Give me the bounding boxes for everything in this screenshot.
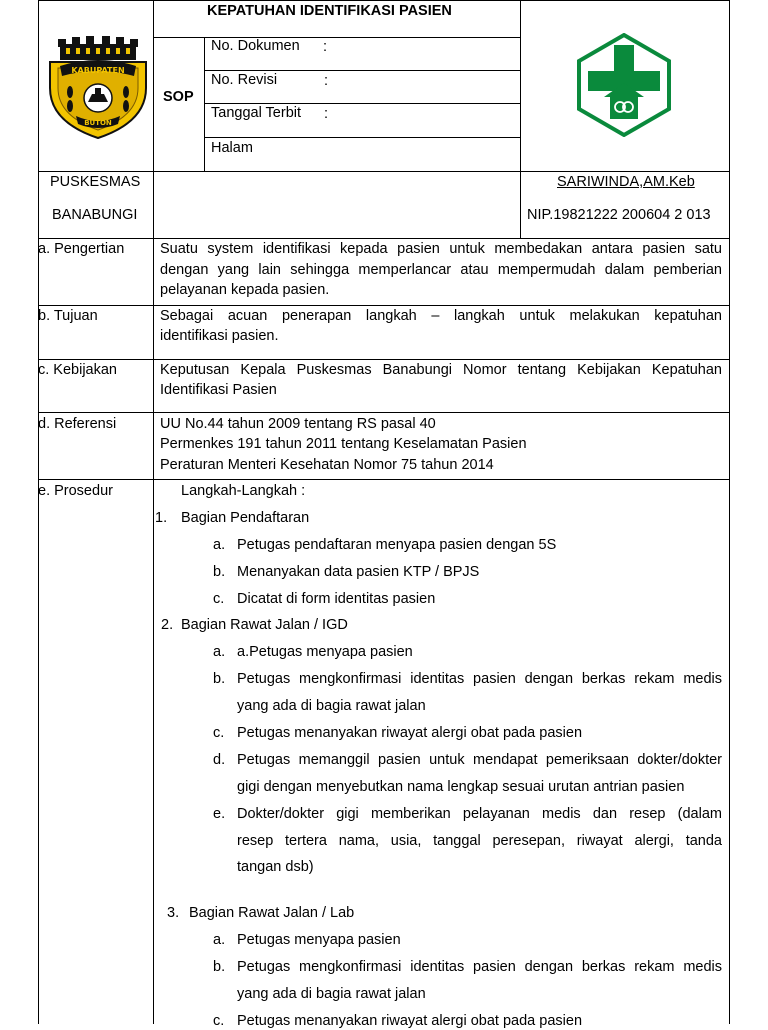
section-label-pengertian: a. Pengertian (38, 241, 125, 257)
sop-label: SOP (163, 89, 194, 105)
procedure-item-text: Petugas menanyakan riwayat alergi obat pada pasien (237, 1013, 583, 1029)
kebijakan-line: Keputusan Kepala Puskesmas Banabungi Nomor tentang Kebijakan Kepatuhan (160, 362, 722, 378)
svg-text:BUTON: BUTON (84, 119, 112, 127)
procedure-group-number: 3. (167, 905, 180, 921)
procedure-item-text: Petugas mengkonfirmasi identitas pasien dengan berkas rekam medis (237, 959, 722, 975)
field-tanggal-terbit-label: Tanggal Terbit (211, 105, 302, 121)
procedure-item-text: a.Petugas menyapa pasien (237, 644, 413, 660)
field-tanggal-terbit-sep: : (324, 106, 329, 122)
procedure-group-title: Bagian Pendaftaran (181, 510, 310, 526)
procedure-item-text: yang ada di bagia rawat jalan (237, 986, 426, 1002)
procedure-item-letter: d. (213, 752, 226, 768)
procedure-item-text: tangan dsb) (237, 859, 314, 875)
section-label-referensi: d. Referensi (38, 416, 117, 432)
org-name-line1: PUSKESMAS (50, 174, 141, 190)
prosedur-intro: Langkah-Langkah : (181, 483, 306, 499)
kebijakan-line: Identifikasi Pasien (160, 382, 277, 398)
field-no-dokumen-label: No. Dokumen (211, 38, 300, 54)
procedure-group-number: 2. (161, 617, 174, 633)
section-label-kebijakan: c. Kebijakan (38, 362, 117, 378)
procedure-item-text: Dokter/dokter gigi memberikan pelayanan medis dan resep (dalam (237, 806, 722, 822)
pengertian-line: pelayanan kepada pasien. (160, 282, 330, 298)
procedure-item-text: Menanyakan data pasien KTP / BPJS (237, 564, 480, 580)
procedure-item-letter: a. (213, 644, 226, 660)
tujuan-line: identifikasi pasien. (160, 328, 279, 344)
procedure-item-letter: b. (213, 959, 226, 975)
procedure-item-letter: b. (213, 671, 226, 687)
section-label-tujuan: b. Tujuan (38, 308, 98, 324)
signer-name: SARIWINDA,AM.Keb (557, 174, 695, 190)
field-no-dokumen-sep: : (323, 39, 328, 55)
procedure-item-letter: a. (213, 537, 226, 553)
procedure-group-title: Bagian Rawat Jalan / IGD (181, 617, 348, 633)
procedure-item-text: Petugas pendaftaran menyapa pasien dengan 5S (237, 537, 557, 553)
procedure-item-letter: c. (213, 591, 225, 607)
document-title: KEPATUHAN IDENTIFIKASI PASIEN (207, 3, 452, 19)
pengertian-line: dengan yang lain sehingga memperlancar atau mempermudah dalam pemberian (160, 262, 722, 278)
referensi-line: Permenkes 191 tahun 2011 tentang Keselamatan Pasien (160, 436, 527, 452)
procedure-item-text: Petugas menanyakan riwayat alergi obat pada pasien (237, 725, 583, 741)
tujuan-line: Sebagai acuan penerapan langkah – langkah untuk melakukan kepatuhan (160, 308, 722, 324)
procedure-item-letter: c. (213, 1013, 225, 1029)
procedure-item-letter: b. (213, 564, 226, 580)
puskesmas-logo-icon (576, 33, 672, 137)
procedure-item-text: gigi dengan menyebutkan nama lengkap sesuai urutan antrian pasien (237, 779, 685, 795)
procedure-item-letter: c. (213, 725, 225, 741)
section-label-prosedur: e. Prosedur (38, 483, 113, 499)
procedure-item-text: Petugas mengkonfirmasi identitas pasien dengan berkas rekam medis (237, 671, 722, 687)
procedure-item-text: Petugas memanggil pasien untuk mendapat pemeriksaan dokter/dokter (237, 752, 722, 768)
svg-text:KABUPATEN: KABUPATEN (71, 66, 125, 75)
field-halaman-label: Halam (211, 140, 253, 156)
field-no-revisi-label: No. Revisi (211, 72, 278, 88)
procedure-group-title: Bagian Rawat Jalan / Lab (189, 905, 355, 921)
org-name-line2: BANABUNGI (52, 207, 138, 223)
procedure-item-text: Dicatat di form identitas pasien (237, 591, 436, 607)
pengertian-line: Suatu system identifikasi kepada pasien untuk membedakan antara pasien satu (160, 241, 722, 257)
signer-nip: NIP.19821222 200604 2 013 (527, 207, 711, 223)
procedure-item-letter: a. (213, 932, 226, 948)
procedure-item-letter: e. (213, 806, 226, 822)
referensi-line: UU No.44 tahun 2009 tentang RS pasal 40 (160, 416, 436, 432)
procedure-item-text: yang ada di bagia rawat jalan (237, 698, 426, 714)
kabupaten-buton-crest-icon (46, 36, 150, 140)
procedure-item-text: Petugas menyapa pasien (237, 932, 401, 948)
field-no-revisi-sep: : (324, 73, 329, 89)
procedure-group-number: 1. (155, 510, 168, 526)
procedure-item-text: resep tertera nama, usia, tanggal peresepan, riwayat alergi, tanda (237, 833, 722, 849)
referensi-line: Peraturan Menteri Kesehatan Nomor 75 tahun 2014 (160, 457, 494, 473)
